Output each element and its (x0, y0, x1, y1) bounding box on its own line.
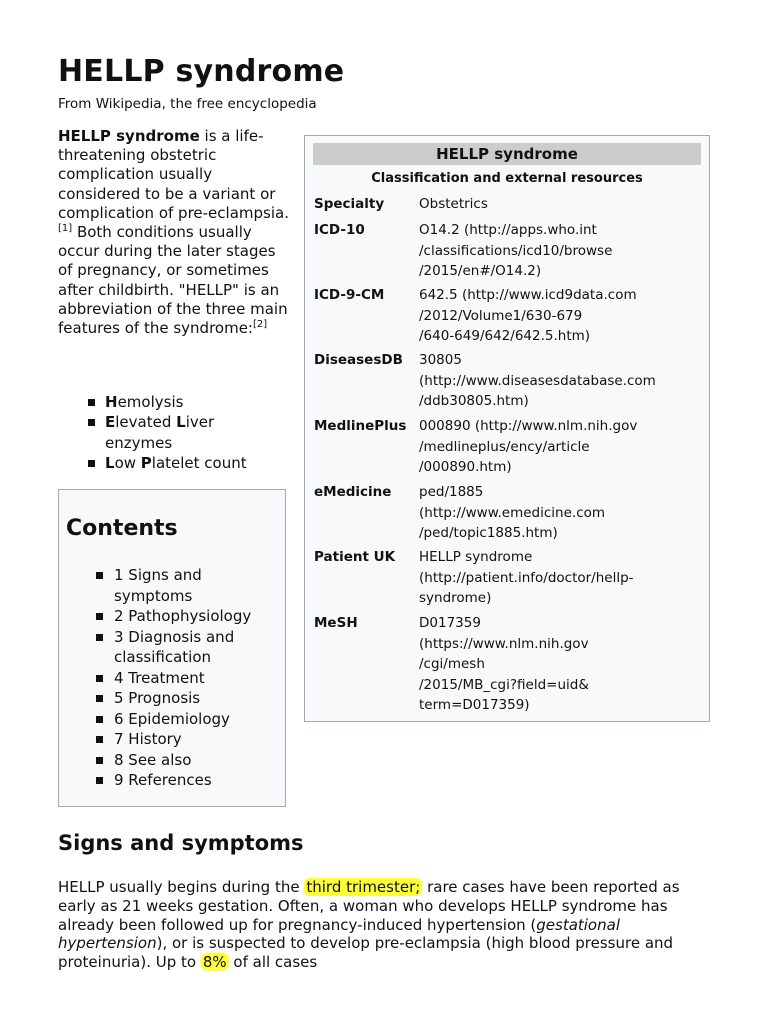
infobox-header: HELLP syndrome (313, 143, 701, 165)
infobox-subheader: Classification and external resources (371, 171, 643, 186)
citation-2-link[interactable]: [2] (252, 319, 268, 331)
citation-1-link[interactable]: [1] (58, 223, 73, 235)
intro-text-1: is a life-threatening obstetric complication usually considered to be a variant or complication of pre-eclampsia. (58, 127, 289, 222)
intro-bold-term: HELLP syndrome (58, 127, 200, 145)
intro-paragraph (58, 127, 293, 338)
infobox-value[interactable]: Obstetrics (419, 196, 488, 212)
highlight-third-trimester: third trimester; (306, 878, 421, 896)
table-of-contents (58, 489, 286, 807)
hellp-abbreviation-list (86, 392, 286, 473)
infobox-value[interactable]: 000890 (http://www.nlm.nih.gov /medlineplus/ency/article /000890.htm) (419, 418, 638, 475)
infobox-label: MedlinePlus (314, 418, 407, 434)
infobox-value[interactable]: D017359 (https://www.nlm.nih.gov /cgi/mesh /2015/MB_cgi?field=uid& term=D017359) (419, 615, 589, 713)
toc-item-treatment[interactable]: 4 Treatment (95, 668, 275, 689)
toc-item-history[interactable]: 7 History (95, 729, 275, 750)
italic-term: gestational hypertension (58, 915, 620, 953)
infobox-value[interactable]: 642.5 (http://www.icd9data.com /2012/Volume1/630-679 /640-649/642/642.5.htm) (419, 287, 637, 344)
toc-item-signs-and-symptoms[interactable]: 1 Signs and symptoms (95, 565, 275, 606)
section-heading-signs-and-symptoms: Signs and symptoms (58, 831, 304, 855)
infobox-label: MeSH (314, 615, 358, 631)
infobox-label: DiseasesDB (314, 352, 403, 368)
toc-item-diagnosis[interactable]: 3 Diagnosis and classification (95, 627, 275, 668)
toc-item-epidemiology[interactable]: 6 Epidemiology (95, 709, 275, 730)
highlight-percentage: 8% (202, 953, 227, 972)
infobox-value[interactable]: 30805 (http://www.diseasesdatabase.com /ddb30805.htm) (419, 352, 656, 409)
list-item: Hemolysis (86, 392, 286, 412)
page-subtitle: From Wikipedia, the free encyclopedia (58, 96, 317, 112)
list-item: Elevated Liver enzymes (86, 412, 286, 453)
infobox-label: Specialty (314, 196, 385, 212)
infobox-label: ICD-9-CM (314, 287, 385, 303)
intro-text-2: Both conditions usually occur during the later stages of pregnancy, or sometimes after childbirth. "HELLP" is an abbreviation of the three main features of the syndrome: (58, 223, 288, 338)
page-title: HELLP syndrome (58, 54, 345, 89)
toc-item-references[interactable]: 9 References (95, 770, 275, 791)
infobox-value[interactable]: ped/1885 (http://www.emedicine.com /ped/topic1885.htm) (419, 484, 606, 541)
list-item: Low Platelet count (86, 453, 286, 473)
toc-item-prognosis[interactable]: 5 Prognosis (95, 688, 275, 709)
infobox-value[interactable]: HELLP syndrome (http://patient.info/doctor/hellp- syndrome) (419, 549, 634, 606)
toc-item-see-also[interactable]: 8 See also (95, 750, 275, 771)
toc-item-pathophysiology[interactable]: 2 Pathophysiology (95, 606, 275, 627)
infobox (304, 135, 710, 722)
infobox-value[interactable]: O14.2 (http://apps.who.int /classifications/icd10/browse /2015/en#/O14.2) (419, 222, 613, 279)
toc-title: Contents (66, 516, 178, 541)
infobox-label: Patient UK (314, 549, 396, 565)
infobox-label: ICD-10 (314, 222, 365, 238)
infobox-label: eMedicine (314, 484, 392, 500)
signs-paragraph: HELLP usually begins during the third trimester; rare cases have been reported as early as 21 weeks gestation. Often, a woman who develops HELLP syndrome has already been followed up for pregnancy-induced hypertension (gestational hypertension), or is suspected to develop pre-eclampsia (high blood pressure and proteinuria). Up to 8% of all cases (58, 878, 680, 972)
toc-list (95, 565, 275, 791)
